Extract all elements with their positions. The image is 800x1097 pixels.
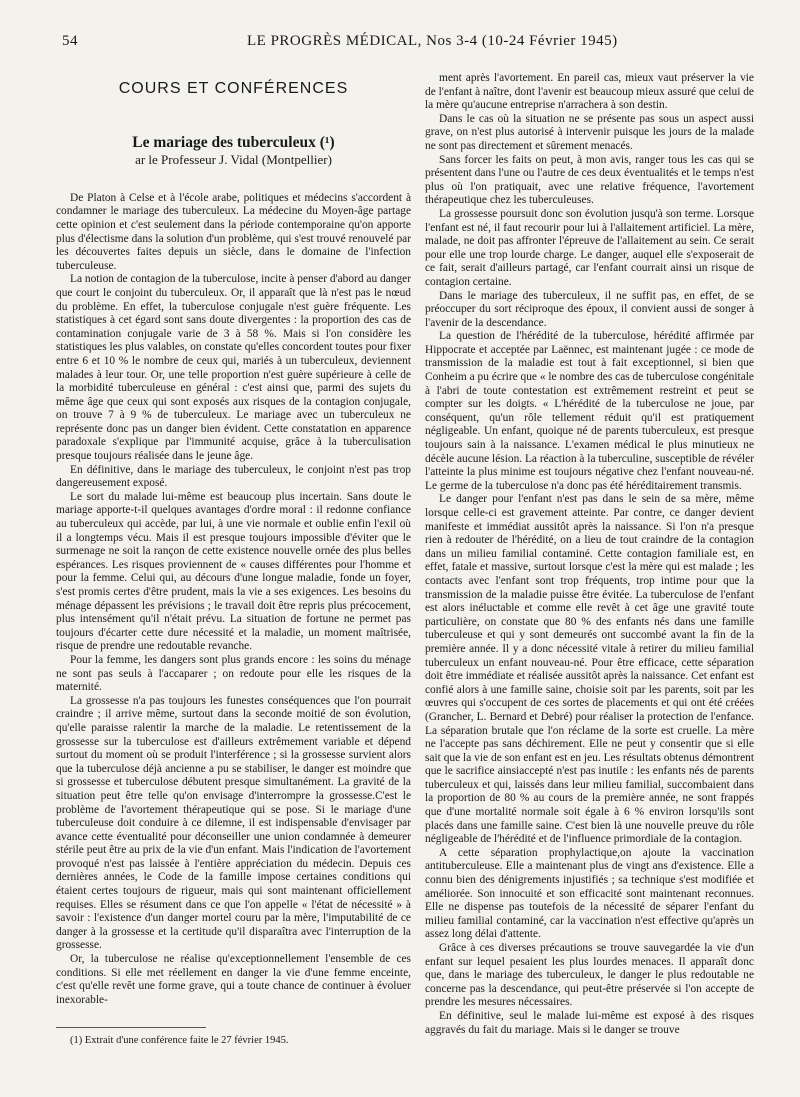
left-body (56, 192, 411, 1008)
paragraph: En définitive, dans le mariage des tuberculeux, le conjoint n'est pas trop dangereusement exposé. (56, 463, 411, 490)
paragraph: La question de l'hérédité de la tuberculose, hérédité affirmée par Hippocrate et acceptée par Laënnec, est maintenant jugée : ce mode de transmission de la maladie est tout à fait exceptionnel, si bien que Conheim a pu écrire que « le nombre des cas de tuberculose congénitale à l'abri de toute contestation est extrêmement restreint et peut se compter sur les doigts. « L'hérédité de la tuberculose ne joue, par conséquent, qu'un rôle tellement réduit qu'il est pratiquement négligeable. Un enfant, quoique né de parents tuberculeux, est presque toujours sain à la naissance. L'examen médical le plus minutieux ne décèle aucune lésion. La réaction à la tuberculine, susceptible de révéler l'atteinte la plus minime est toujours négative chez l'enfant nouveau-né. Le germe de la tuberculose n'a donc pas été héréditairement transmis. (425, 330, 754, 492)
paragraph: Le sort du malade lui-même est beaucoup plus incertain. Sans doute le mariage apporte-t-il quelques avantages d'ordre moral : il redonne confiance au tuberculeux qui accède, par lui, à une vie normale et oublie enfin l'exil où il a longtemps vécu. Mais il est presque toujours impossible d'éviter que le surmenage ne soit la rançon de cette existence nouvelle ornée des plus belles espérances. Les risques proviennent de « causes différentes pour l'homme et pour la femme. Celui qui, au décours d'une longue maladie, fonde un foyer, s'est promis certes d'être prudent, mais la vie a ses exigences. Les besoins du ménage dépassent les prévisions ; le travail doit être repris plus précocement, plus intensément qu'il n'était prévu. La situation de fortune ne permet pas toujours d'écarter cette dure nécessité et la maladie, un moment maîtrisée, risque de prendre une redoutable revanche. (56, 490, 411, 653)
paragraph: ment après l'avortement. En pareil cas, mieux vaut préserver la vie de l'enfant à naître, dont l'avenir est beaucoup mieux assuré que celui de la mère qu'aucune entreprise n'arrachera à son destin. (425, 72, 754, 112)
page-header (62, 33, 762, 53)
right-column (425, 72, 754, 1037)
paragraph: La notion de contagion de la tuberculose, incite à penser d'abord au danger que court le conjoint du tuberculeux. Or, il apparaît que là n'est pas le nœud du problème. En effet, la tuberculose conjugale n'est guère fréquente. Les statistiques à cet égard sont sans doute divergentes : la proportion des cas de contamination conjugale varie de 3 à 58 %. Mais si l'on considère les statistiques les plus valables, on constate qu'elles concordent toutes pour fixer entre 6 et 10 % le nombre de ceux qui, mariés à un tuberculeux, deviennent malades à leur tour. Or, une telle proportion n'est guère supérieure à celle de la morbidité tuberculeuse en général : c'est ainsi que, parmi des sujets du même âge que ceux qui sont exposés aux risques de la contagion conjugale, on trouve 7 à 9 % de tuberculeux. Le mariage avec un tuberculeux ne représente donc pas un danger bien évident. Cette constatation en apparence paradoxale s'explique par l'immunité acquise, grâce à la tuberculisation presque toujours réalisée dans le jeune âge. (56, 273, 411, 463)
article-author: ar le Professeur J. Vidal (Montpellier) (135, 152, 332, 168)
paragraph: Grâce à ces diverses précautions se trouve sauvegardée la vie d'un enfant sur lequel pesaient les plus lourdes menaces. Il apparaît donc que, dans le mariage des tuberculeux, le danger le plus redoutable ne concerne pas la descendance, qui peut-être préservée si l'on accepte de prendre les mesures nécessaires. (425, 942, 754, 1009)
paragraph: Or, la tuberculose ne réalise qu'exceptionnellement l'ensemble de ces conditions. Si elle met réellement en danger la vie d'une femme enceinte, c'est qu'elle revêt une forme grave, qui a toute chance de continuer à évoluer inexorable- (56, 953, 411, 1006)
paragraph: A cette séparation prophylactique,on ajoute la vaccination antituberculeuse. Elle a maintenant plus de vingt ans d'existence. Elle a connu bien des dénigrements injustifiés ; sa technique s'est modifiée et améliorée. Son innocuité et son efficacité sont maintenant reconnues. Elle ne dispense pas toutefois de la nécessité de séparer l'enfant du milieu familial contaminé, car la vaccination n'est effective qu'après un assez long délai d'attente. (425, 846, 754, 941)
footnote-rule (56, 1027, 206, 1028)
left-column (56, 72, 411, 1048)
paragraph: Dans le mariage des tuberculeux, il ne suffit pas, en effet, de se préoccuper du sort réciproque des époux, il convient aussi de songer à l'avenir de la descendance. (425, 289, 754, 329)
paragraph: De Platon à Celse et à l'école arabe, politiques et médecins s'accordent à condamner le mariage des tuberculeux. La médecine du Moyen-âge partage cette opinion et c'est seulement dans la période contemporaine qu'on apporte plus d'électisme dans la solution d'un problème, qui s'est trouvé renouvelé par les découvertes faites depuis un siècle, dans le domaine de l'infection tuberculeuse. (56, 191, 411, 272)
paragraph: En définitive, seul le malade lui-même est exposé à des risques aggravés du fait du mariage. Mais si le danger se trouve (425, 1009, 754, 1036)
paragraph: Sans forcer les faits on peut, à mon avis, ranger tous les cas qui se présentent dans l'une ou l'autre de ces deux éventualités et le temps n'est plus où l'on pratiquait, avec une relative fréquence, l'avortement thérapeutique chez les tuberculeuses. (425, 153, 754, 207)
article-title: Le mariage des tuberculeux (¹) (132, 133, 335, 151)
journal-header: LE PROGRÈS MÉDICAL, Nos 3-4 (10-24 Février 1945) (247, 33, 618, 49)
page-number: 54 (62, 33, 78, 49)
section-title: COURS ET CONFÉRENCES (118, 80, 349, 97)
paragraph: La grossesse n'a pas toujours les funestes conséquences que l'on pourrait craindre ; il arrive même, surtout dans la seconde moitié de son évolution, qu'elle paraisse ralentir la marche de la maladie. Le retentissement de la grossesse sur la tuberculose est d'ailleurs extrêmement variable et dépend surtout du moment où se produit l'interférence ; si la grossesse survient alors que la tuberculose déjà ancienne a pu se stabiliser, le danger est moindre que si grossesse et tuberculose débutent presque simultanément. La gravité de la situation peut être telle qu'on envisage d'interrompre la grossesse.C'est le problème de l'avortement thérapeutique qui se pose. Si le mariage d'une tuberculeuse doit conduire à ce dilemne, il est indispensable d'envisager par avance cette éventualité pour déconseiller une union condamnée à demeurer stérile peut être au prix de la vie d'un enfant. Mais l'indication de l'avortement provoqué n'est pas laissée à l'entière appréciation du médecin. Depuis ces dernières années, le Code de la famille impose certaines conditions qui étaient certes toujours de rigueur, mais qui sont maintenant officiellement requises. Elles se résument dans ce que l'on appelle « l'état de nécessité » à savoir : l'existence d'un danger mortel couru par la mère, l'imputabilité de ce danger à la grossesse et la certitude qu'il disparaîtra avec l'interruption de la grossesse. (56, 694, 411, 952)
paragraph: La grossesse poursuit donc son évolution jusqu'à son terme. Lorsque l'enfant est né, il faut recourir pour lui à l'allaitement artificiel. La mère, malade, ne doit pas affronter l'épreuve de l'allaitement au sein. Ce serait pour elle une trop lourde charge. Le danger, auquel elle s'exposerait de ce fait, serait d'ailleurs partagé, car l'enfant courrait ainsi un risque de contagion certaine. (425, 207, 754, 288)
paragraph: Pour la femme, les dangers sont plus grands encore : les soins du ménage ne sont pas seuls à l'accaparer ; on redoute pour elle les risques de la maternité. (56, 653, 411, 694)
footnote: (1) Extrait d'une conférence faite le 27 février 1945. (70, 1035, 289, 1047)
paragraph: Le danger pour l'enfant n'est pas dans le sein de sa mère, même lorsque celle-ci est gravement atteinte. Par contre, ce danger devient manifeste et immédiat aussitôt après la naissance. Si l'on n'a presque rien à redouter de l'hérédité, on a lieu de tout craindre de la contagion dans un milieu familial contaminé. Cette contagion familiale est, en effet, fatale et massive, surtout lorsque c'est la mère qui est malade ; les contacts avec l'enfant sont trop fréquents, trop intime pour que la transmission de la maladie puisse être évitée. La tuberculose de l'enfant est alors inéluctable et comme elle revêt à cet âge une gravité toute particulière, on constate que 80 % des enfants nés dans une famille tuberculeuse et qui y sont demeurés ont succombé avant la fin de la première année. Il y a donc nécessité vitale à retirer du milieu familial tuberculeux un enfant nouveau-né. Pour être efficace, cette séparation doit être immédiate et réalisée aussitôt après la naissance. Cet enfant est confié alors à une famille saine, choisie soit par les parents, soit par les œuvres qui s'occupent de ces sortes de placements et qui ont été créées (Grancher, L. Bernard et Debré) pour réaliser la protection de l'enfance. La séparation brutale que l'on réclame de la sorte est cruelle. La mère ne l'accepte pas sans déchirement. Elle ne peut y consentir que si elle sait que la vie de son enfant est en jeu. Les résultats obtenus démontrent que le sacrifice ainsiaccepté n'est pas inutile : les enfants nés de parents tuberculeux et qui, laissés dans leur milieu familial, succombaient dans la proportion de 80 % au cours de la première année, ne sont frappés que d'une mortalité normale soit égale à 6 % environ lorsqu'ils sont placés dans une famille saine. C'est bien là une nouvelle preuve du rôle négligeable de l'hérédité et de l'influence primordiale de la contagion. (425, 493, 754, 846)
paragraph: Dans le cas où la situation ne se présente pas sous un aspect aussi grave, on n'est plus autorisé à intervenir puisque les jours de la malade ne sont pas directement et sûrement menacés. (425, 112, 754, 152)
